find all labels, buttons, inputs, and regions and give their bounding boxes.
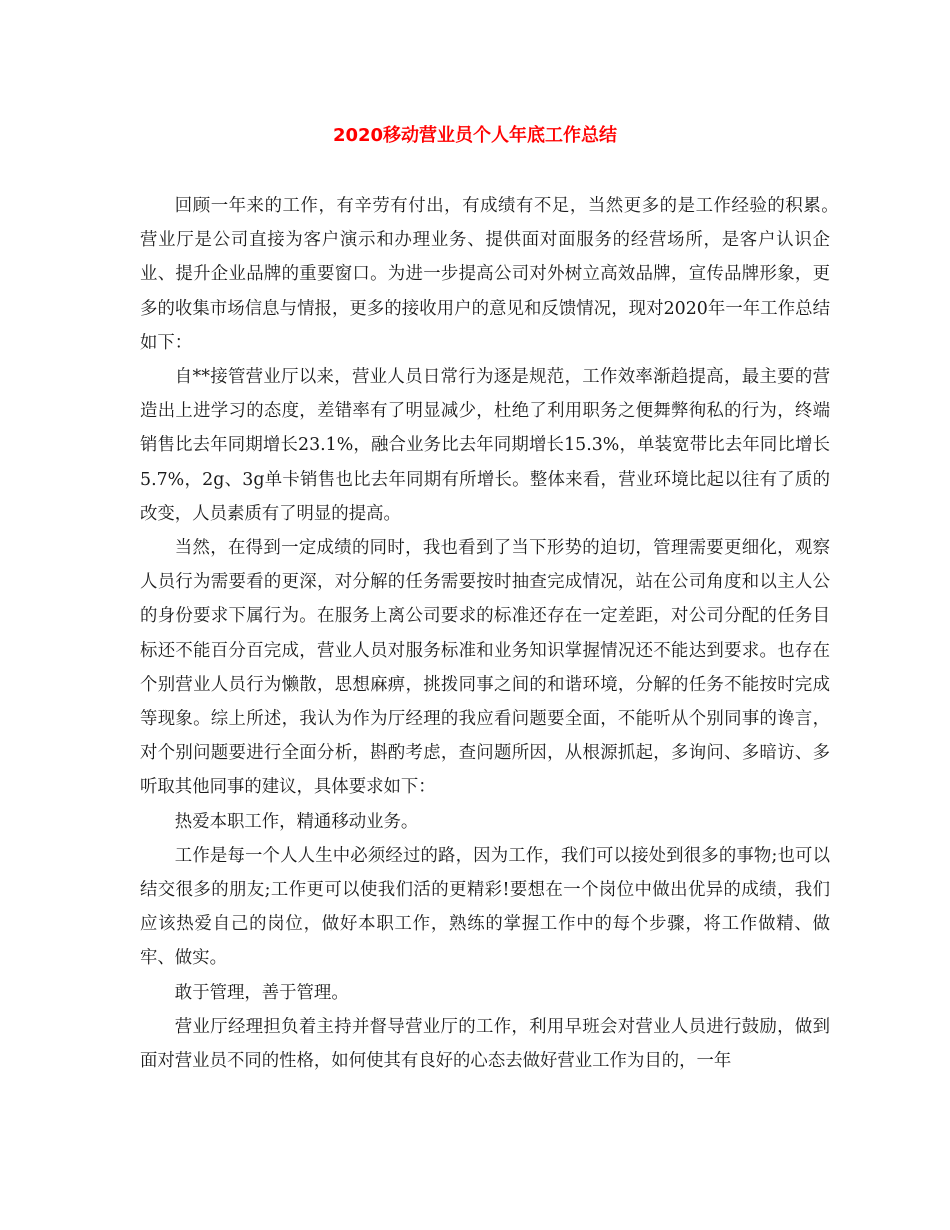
document-body (140, 189, 848, 1078)
paragraph-work-detail: 工作是每一个人人生中必须经过的路，因为工作，我们可以接处到很多的事物;也可以结交很多的朋友;工作更可以使我们活的更精彩!要想在一个岗位中做出优异的成绩，我们应该热爱自己的岗位，做好本职工作，熟练的掌握工作中的每个步骤，将工作做精、做牢、做实。 (140, 845, 830, 969)
paragraph-shortcomings: 当然，在得到一定成绩的同时，我也看到了当下形势的迫切，管理需要更细化，观察人员行为需要看的更深，对分解的任务需要按时抽查完成情况，站在公司角度和以主人公的身份要求下属行为。在服务上离公司要求的标准还存在一定差距，对公司分配的任务目标还不能百分百完成，营业人员对服务标准和业务知识掌握情况还不能达到要求。也存在个别营业人员行为懒散，思想麻痹，挑拨同事之间的和谐环境，分解的任务不能按时完成等现象。综上所述，我认为作为厅经理的我应看问题要全面，不能听从个别同事的谗言，对个别问题要进行全面分析，斟酌考虑，查问题所因，从根源抓起，多询问、多暗访、多听取其他同事的建议，具体要求如下： (140, 538, 830, 798)
paragraph-heading-management: 敢于管理，善于管理。 (174, 982, 349, 1003)
document-title: 2020移动营业员个人年底工作总结 (332, 125, 618, 146)
paragraph-achievements: 自**接管营业厅以来，营业人员日常行为逐是规范，工作效率渐趋提高，最主要的营造出上进学习的态度，差错率有了明显减少，杜绝了利用职务之便舞弊徇私的行为，终端销售比去年同期增长23.1%，融合业务比去年同期增长15.3%，单装宽带比去年同比增长5.7%，2g、3g单卡销售也比去年同期有所增长。整体来看，营业环境比起以往有了质的改变，人员素质有了明显的提高。 (140, 367, 830, 524)
paragraph-management-detail: 营业厅经理担负着主持并督导营业厅的工作，利用早班会对营业人员进行鼓励，做到面对营业员不同的性格，如何使其有良好的心态去做好营业工作为目的，一年 (140, 1016, 830, 1072)
paragraph-intro: 回顾一年来的工作，有辛劳有付出，有成绩有不足，当然更多的是工作经验的积累。 营业厅是公司直接为客户演示和办理业务、提供面对面服务的经营场所，是客户认识企业、提升企业品牌的重要窗口。为进一步提高公司对外树立高效品牌，宣传品牌形象，更多的收集市场信息与情报，更多的接收用户的意见和反馈情况，现对2020年一年工作总结如下： (140, 196, 848, 353)
paragraph-heading-love-work: 热爱本职工作，精通移动业务。 (174, 811, 419, 832)
